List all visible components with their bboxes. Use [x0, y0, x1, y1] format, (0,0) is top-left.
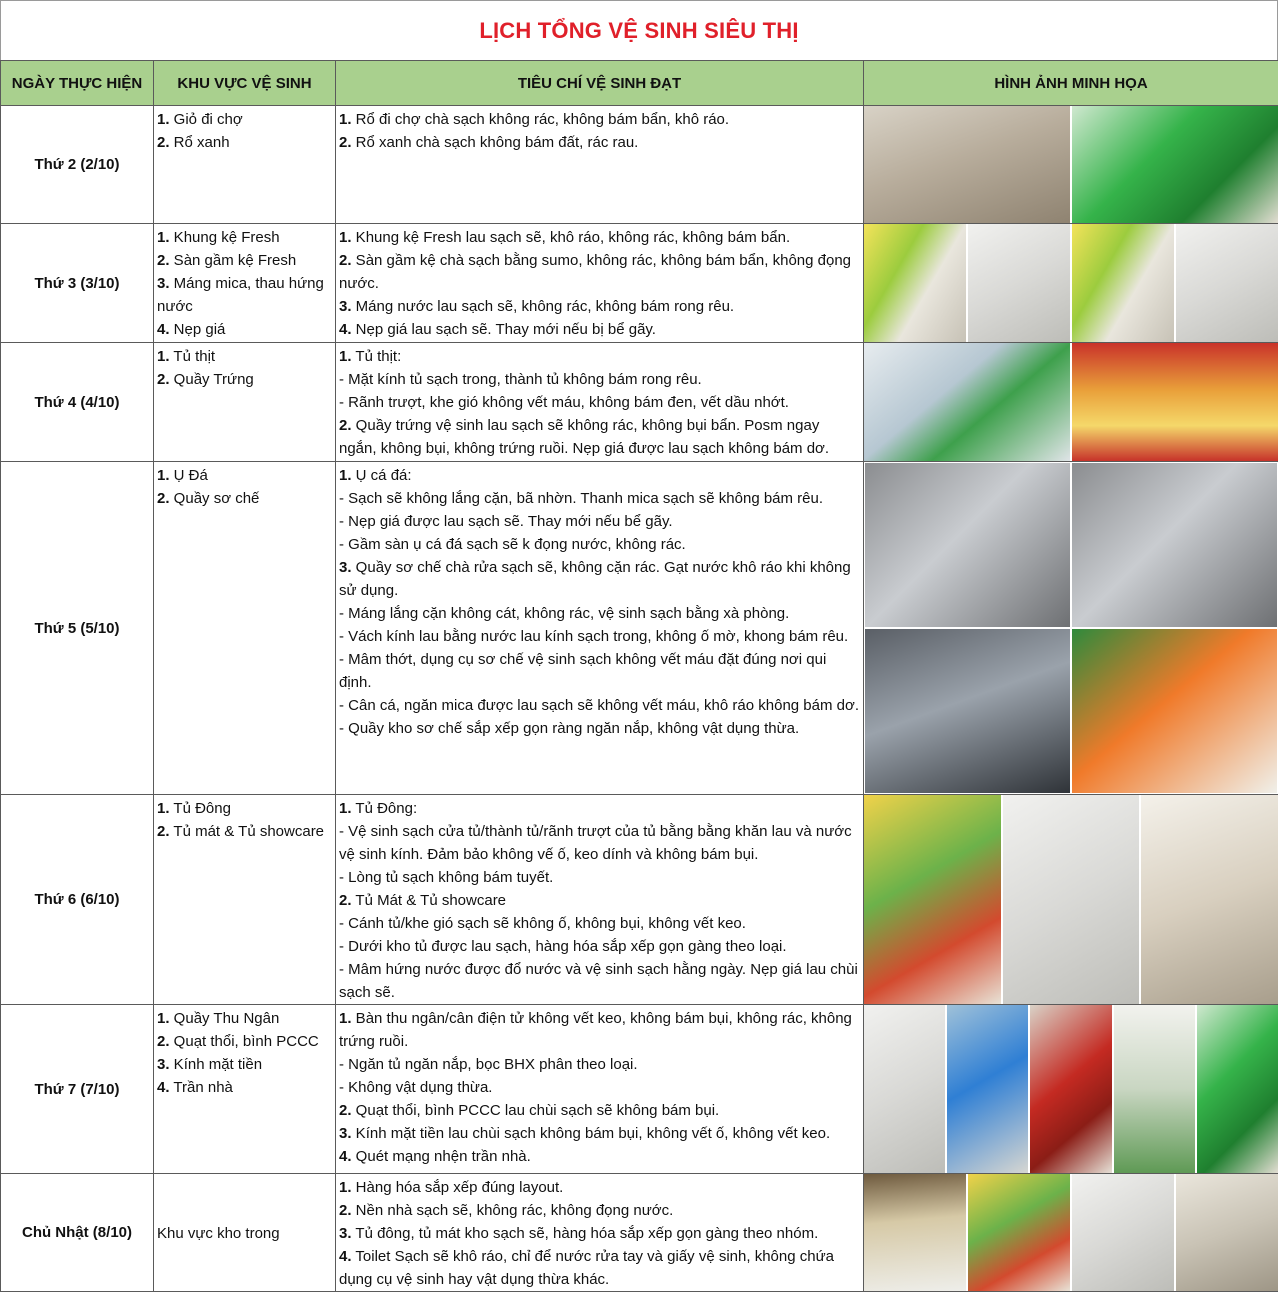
- criteria-item: - Rãnh trượt, khe gió không vết máu, không bám đen, vết dầu nhớt.: [339, 391, 860, 414]
- glass-window-photo: [1195, 1005, 1278, 1173]
- image-cell: [864, 106, 1278, 224]
- area-item: 1. Giỏ đi chợ: [157, 108, 332, 131]
- area-cell: [154, 343, 336, 462]
- table-row: [1, 224, 1278, 343]
- area-cell: [154, 462, 336, 795]
- criteria-item: - Mâm hứng nước được đổ nước và vệ sinh sạch hằng ngày. Nẹp giá lau chùi sạch sẽ.: [339, 958, 860, 1004]
- toilet-photo: [1174, 1174, 1278, 1291]
- area-item: 4. Trần nhà: [157, 1076, 332, 1099]
- steel-sink-photo: [1071, 462, 1278, 628]
- criteria-item: 1. Rổ đi chợ chà sạch không rác, không bám bẩn, khô ráo.: [339, 108, 860, 131]
- criteria-cell: [336, 106, 864, 224]
- green-basket-cleaning-photo: [864, 106, 1070, 223]
- chest-freezer-photo: [966, 1174, 1070, 1291]
- criteria-item: 1. Hàng hóa sắp xếp đúng layout.: [339, 1176, 860, 1199]
- area-item: 1. Quầy Thu Ngân: [157, 1007, 332, 1030]
- criteria-item: 1. Ụ cá đá:: [339, 464, 860, 487]
- shelf-floor-photo: [966, 224, 1070, 342]
- criteria-item: - Cánh tủ/khe gió sạch sẽ không ố, không bụi, không vết keo.: [339, 912, 860, 935]
- storage-floor-photo: [1070, 1174, 1174, 1291]
- table-row: [1, 1174, 1278, 1292]
- criteria-cell: [336, 1174, 864, 1292]
- header-images: HÌNH ẢNH MINH HỌA: [864, 61, 1278, 106]
- criteria-item: - Sạch sẽ không lắng cặn, bã nhờn. Thanh mica sạch sẽ không bám rêu.: [339, 487, 860, 510]
- criteria-item: - Máng lắng cặn không cát, không rác, vệ sinh sạch bằng xà phòng.: [339, 602, 860, 625]
- day-cell: Thứ 3 (3/10): [1, 224, 154, 343]
- criteria-item: 3. Kính mặt tiền lau chùi sạch không bám bụi, không vết ố, không vết keo.: [339, 1122, 860, 1145]
- image-cell: [864, 224, 1278, 343]
- area-item: 2. Quạt thổi, bình PCCC: [157, 1030, 332, 1053]
- area-item: 2. Quầy Trứng: [157, 368, 332, 391]
- area-item: 2. Quầy sơ chế: [157, 487, 332, 510]
- image-cell: [864, 462, 1278, 795]
- day-cell: Thứ 2 (2/10): [1, 106, 154, 224]
- ceiling-sweep-photo: [1112, 1005, 1195, 1173]
- criteria-cell: [336, 462, 864, 795]
- table-row: [1, 462, 1278, 795]
- area-cell: [154, 1005, 336, 1174]
- cabinet-corner-photo: [1001, 795, 1140, 1004]
- day-cell: Thứ 4 (4/10): [1, 343, 154, 462]
- criteria-cell: [336, 343, 864, 462]
- criteria-item: 4. Nẹp giá lau sạch sẽ. Thay mới nếu bị bể gãy.: [339, 318, 860, 341]
- egg-counter-photo: [1070, 343, 1278, 461]
- fish-scale-photo: [864, 628, 1071, 794]
- area-item: 2. Tủ mát & Tủ showcare: [157, 820, 332, 843]
- criteria-item: 2. Sàn gầm kệ chà sạch bằng sumo, không rác, không bám bẩn, không đọng nước.: [339, 249, 860, 295]
- day-cell: Thứ 5 (5/10): [1, 462, 154, 795]
- header-day: NGÀY THỰC HIỆN: [1, 61, 154, 106]
- area-cell: [154, 795, 336, 1005]
- store-aisle-photo: [864, 1174, 966, 1291]
- fire-extinguisher-photo: [1028, 1005, 1111, 1173]
- criteria-item: 4. Toilet Sạch sẽ khô ráo, chỉ để nước rửa tay và giấy vệ sinh, không chứa dụng cụ vệ sinh hay vật dụng thừa khác.: [339, 1245, 860, 1291]
- area-cell: [154, 106, 336, 224]
- green-crate-cleaning-photo: [1070, 106, 1278, 223]
- header-area: KHU VỰC VỆ SINH: [154, 61, 336, 106]
- area-item: 3. Kính mặt tiền: [157, 1053, 332, 1076]
- fresh-shelf-photo: [864, 224, 966, 342]
- criteria-item: - Vệ sinh sạch cửa tủ/thành tủ/rãnh trượt của tủ bằng bằng khăn lau và nước vệ sinh kính. Đảm bảo không vế ố, keo dính và không bám bụi.: [339, 820, 860, 866]
- image-cell: [864, 1174, 1278, 1292]
- criteria-item: - Ngăn tủ ngăn nắp, bọc BHX phân theo loại.: [339, 1053, 860, 1076]
- area-item: 4. Nẹp giá: [157, 318, 332, 341]
- criteria-item: - Mặt kính tủ sạch trong, thành tủ không bám rong rêu.: [339, 368, 860, 391]
- area-item: 1. Ụ Đá: [157, 464, 332, 487]
- area-item: 1. Tủ Đông: [157, 797, 332, 820]
- day-cell: Thứ 6 (6/10): [1, 795, 154, 1005]
- criteria-item: - Lòng tủ sạch không bám tuyết.: [339, 866, 860, 889]
- image-cell: [864, 1005, 1278, 1174]
- checkout-counter-photo: [864, 1005, 945, 1173]
- area-item: 1. Khung kệ Fresh: [157, 226, 332, 249]
- area-cell: [154, 1174, 336, 1292]
- criteria-item: 3. Tủ đông, tủ mát kho sạch sẽ, hàng hóa sắp xếp gọn gàng theo nhóm.: [339, 1222, 860, 1245]
- criteria-item: 1. Tủ Đông:: [339, 797, 860, 820]
- criteria-item: 4. Quét mạng nhện trần nhà.: [339, 1145, 860, 1168]
- table-row: [1, 343, 1278, 462]
- cleaning-schedule-table: [0, 60, 1278, 1292]
- day-cell: Chủ Nhật (8/10): [1, 1174, 154, 1292]
- criteria-item: 2. Nền nhà sạch sẽ, không rác, không đọng nước.: [339, 1199, 860, 1222]
- criteria-item: 3. Máng nước lau sạch sẽ, không rác, không bám rong rêu.: [339, 295, 860, 318]
- criteria-item: 1. Bàn thu ngân/cân điện tử không vết keo, không bám bụi, không rác, không trứng ruồi.: [339, 1007, 860, 1053]
- area-item: 1. Tủ thịt: [157, 345, 332, 368]
- table-row: [1, 106, 1278, 224]
- ice-bin-photo: [864, 462, 1071, 628]
- meat-cabinet-photo: [864, 343, 1070, 461]
- criteria-item: - Mâm thớt, dụng cụ sơ chế vệ sinh sạch không vết máu đặt đúng nơi qui định.: [339, 648, 860, 694]
- criteria-item: - Dưới kho tủ được lau sạch, hàng hóa sắp xếp gọn gàng theo loại.: [339, 935, 860, 958]
- area-item: 3. Máng mica, thau hứng nước: [157, 272, 332, 318]
- criteria-item: 2. Tủ Mát & Tủ showcare: [339, 889, 860, 912]
- table-row: [1, 795, 1278, 1005]
- criteria-item: 1. Tủ thịt:: [339, 345, 860, 368]
- criteria-item: 2. Quạt thổi, bình PCCC lau chùi sạch sẽ không bám bụi.: [339, 1099, 860, 1122]
- criteria-item: - Quầy kho sơ chế sắp xếp gọn ràng ngăn nắp, không vật dụng thừa.: [339, 717, 860, 740]
- blue-fan-photo: [945, 1005, 1028, 1173]
- criteria-cell: [336, 224, 864, 343]
- criteria-item: - Nẹp giá được lau sạch sẽ. Thay mới nếu bể gãy.: [339, 510, 860, 533]
- day-cell: Thứ 7 (7/10): [1, 1005, 154, 1174]
- image-cell: [864, 795, 1278, 1005]
- criteria-item: 2. Quầy trứng vệ sinh lau sạch sẽ không rác, không bụi bẩn. Posm ngay ngắn, không bụi, không trứng ruồi. Nẹp giá được lau sạch không bám dơ.: [339, 414, 860, 460]
- criteria-item: - Gầm sàn ụ cá đá sạch sẽ k đọng nước, không rác.: [339, 533, 860, 556]
- shelf-frame-photo: [1070, 224, 1174, 342]
- area-item: 2. Sàn gầm kệ Fresh: [157, 249, 332, 272]
- table-row: [1, 1005, 1278, 1174]
- title-bar: [0, 0, 1278, 60]
- criteria-item: - Không vật dụng thừa.: [339, 1076, 860, 1099]
- area-item: Khu vực kho trong: [157, 1222, 332, 1245]
- image-cell: [864, 343, 1278, 462]
- area-item: 2. Rổ xanh: [157, 131, 332, 154]
- tile-floor-photo: [1174, 224, 1278, 342]
- header-criteria: TIÊU CHÍ VỆ SINH ĐẠT: [336, 61, 864, 106]
- criteria-item: 1. Khung kệ Fresh lau sạch sẽ, khô ráo, không rác, không bám bẩn.: [339, 226, 860, 249]
- ice-cream-freezer-photo: [864, 795, 1001, 1004]
- area-cell: [154, 224, 336, 343]
- criteria-item: - Vách kính lau bằng nước lau kính sạch trong, không ố mờ, khong bám rêu.: [339, 625, 860, 648]
- price-strip-cleaning-photo: [1071, 628, 1278, 794]
- criteria-cell: [336, 1005, 864, 1174]
- criteria-item: 2. Rổ xanh chà sạch không bám đất, rác rau.: [339, 131, 860, 154]
- yogurt-shelf-photo: [1139, 795, 1278, 1004]
- criteria-item: 3. Quầy sơ chế chà rửa sạch sẽ, không cặn rác. Gạt nước khô ráo khi không sử dụng.: [339, 556, 860, 602]
- criteria-cell: [336, 795, 864, 1005]
- page-title: LỊCH TỔNG VỆ SINH SIÊU THỊ: [479, 18, 798, 44]
- header-row: [1, 61, 1278, 106]
- criteria-item: - Cân cá, ngăn mica được lau sạch sẽ không vết máu, khô ráo không bám dơ.: [339, 694, 860, 717]
